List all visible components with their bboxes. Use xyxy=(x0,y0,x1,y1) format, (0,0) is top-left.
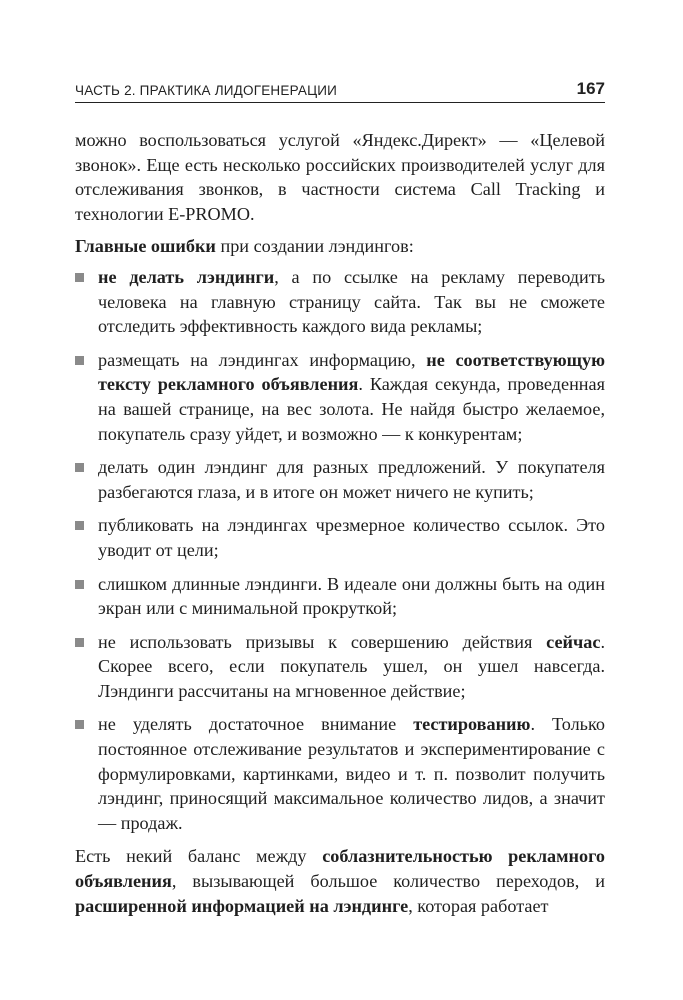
list-item-text: публиковать на лэндингах чрезмерное количество ссылок. Это уводит от цели; xyxy=(98,515,605,560)
closing-bold: соблазнительностью рекламного объявления xyxy=(75,846,606,892)
mistakes-list xyxy=(75,265,605,835)
list-item-text: . Только постоянное отслеживание результатов и экспериментирование с формулировками, картинками, видео и т. п. позволит получить лэндинг, приносящий максимальное количество лидов, а значит — продаж. xyxy=(98,714,605,833)
square-bullet-icon xyxy=(75,580,84,589)
list-item-bold: тестированию xyxy=(413,714,531,735)
mistakes-heading-bold: Главные ошибки xyxy=(75,236,216,257)
page-number: 167 xyxy=(576,79,605,98)
list-item-text: . Скорее всего, если покупатель ушел, он ушел навсегда. Лэндинги рассчитаны на мгновенное действие; xyxy=(98,631,605,701)
list-item xyxy=(75,513,605,562)
closing-paragraph xyxy=(75,844,605,918)
square-bullet-icon xyxy=(75,521,84,530)
list-item-bold: не соответствующую тексту рекламного объявления xyxy=(98,349,605,395)
list-item xyxy=(75,712,605,835)
list-item xyxy=(75,265,605,339)
square-bullet-icon xyxy=(75,720,84,729)
mistakes-heading xyxy=(75,234,605,259)
mistakes-heading-rest: при создании лэндингов: xyxy=(215,236,414,257)
list-item-text: не использовать призывы к совершению действия xyxy=(98,631,547,652)
closing-text: , которая работает xyxy=(408,895,549,916)
closing-text: , вызывающей большое количество переходов, и xyxy=(171,871,605,892)
square-bullet-icon xyxy=(75,638,84,647)
square-bullet-icon xyxy=(75,273,84,282)
list-item-text: делать один лэндинг для разных предложений. У покупателя разбегаются глаза, и в итоге он может ничего не купить; xyxy=(98,457,605,502)
page-body xyxy=(75,128,605,918)
list-item-bold: сейчас xyxy=(546,631,601,652)
closing-bold: расширенной информацией на лэндинге xyxy=(75,895,409,916)
list-item-text: . Каждая секунда, проведенная на вашей странице, на вес золота. Не найдя быстро желаемое, покупатель сразу уйдет, и возможно — к конкурентам; xyxy=(98,374,605,444)
list-item-bold: не делать лэндинги xyxy=(98,266,275,287)
intro-paragraph: можно воспользоваться услугой «Яндекс.Директ» — «Целевой звонок». Еще есть несколько российских производителей услуг для отслеживания звонков, в частности система Call Tracking и технологии E-PROMO. xyxy=(75,130,605,224)
closing-text: Есть некий баланс между xyxy=(75,846,323,867)
chapter-title: ЧАСТЬ 2. ПРАКТИКА ЛИДОГЕНЕРАЦИИ xyxy=(75,83,338,98)
list-item-text: , а по ссылке на рекламу переводить человека на главную страницу сайта. Так вы не сможете отследить эффективность каждого вида рекламы; xyxy=(98,266,605,337)
running-header xyxy=(75,80,605,103)
square-bullet-icon xyxy=(75,463,84,472)
list-item xyxy=(75,630,605,704)
list-item xyxy=(75,572,605,621)
list-item xyxy=(75,455,605,504)
list-item xyxy=(75,348,605,446)
list-item-text: не уделять достаточное внимание xyxy=(98,714,414,735)
square-bullet-icon xyxy=(75,356,84,365)
list-item-text: размещать на лэндингах информацию, xyxy=(98,349,427,370)
list-item-text: слишком длинные лэндинги. В идеале они должны быть на один экран или с минимальной прокруткой; xyxy=(98,573,605,619)
